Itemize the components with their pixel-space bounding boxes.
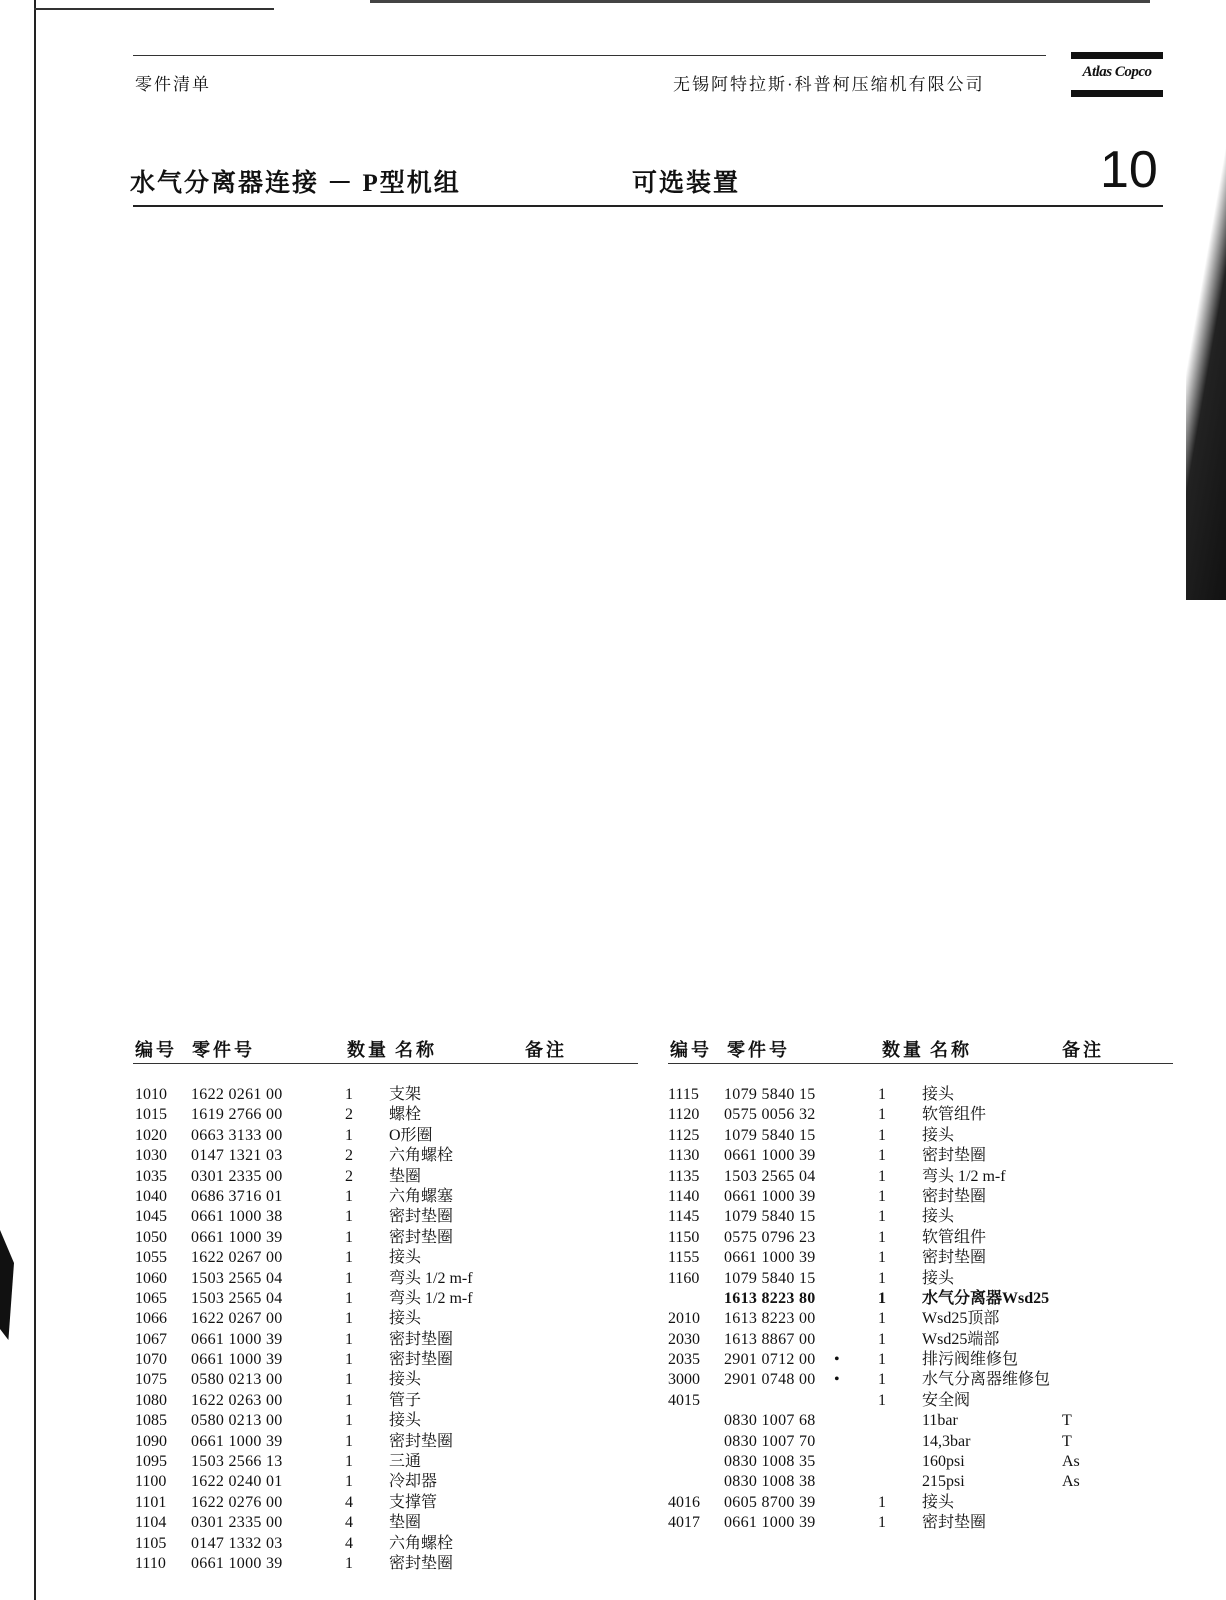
col-rule-right [668,1063,1173,1064]
item-number: 2030 [668,1330,700,1348]
item-number: 1155 [668,1249,700,1267]
col-header-qty-right: 数量 [882,1040,924,1060]
quantity: 1 [878,1391,886,1409]
part-number: 1503 2566 13 [191,1453,283,1471]
part-name: 软管组件 [922,1106,987,1124]
col-header-name: 名称 [395,1040,437,1060]
part-name: 密封垫圈 [389,1228,454,1246]
item-number: 3000 [668,1371,700,1389]
part-number: 1079 5840 15 [724,1126,816,1144]
item-number: 1067 [135,1330,167,1348]
item-number: 4017 [668,1514,700,1532]
quantity: 1 [878,1228,886,1246]
quantity: 1 [345,1330,353,1348]
part-number: 2901 0748 00 [724,1371,816,1389]
scan-edge-top-left [34,8,274,10]
item-number: 1135 [668,1167,700,1185]
quantity: 1 [878,1330,886,1348]
remark: As [1062,1453,1080,1471]
item-number: 1101 [135,1493,167,1511]
col-rule-left [133,1063,638,1064]
part-name: 160psi [922,1453,965,1471]
item-number: 4015 [668,1391,700,1409]
part-number: 1613 8867 00 [724,1330,816,1348]
part-name: 支架 [389,1086,422,1103]
part-number: 0661 1000 39 [191,1351,283,1369]
part-name: O形圈 [389,1126,433,1144]
part-number: 0301 2335 00 [191,1167,283,1185]
quantity: 1 [345,1228,353,1246]
part-name: 冷却器 [389,1473,438,1491]
item-number: 1104 [135,1514,167,1532]
part-name: 三通 [389,1453,422,1471]
quantity: 1 [345,1432,353,1450]
quantity: 1 [878,1371,886,1389]
quantity: 1 [878,1126,886,1144]
part-name: 接头 [389,1412,422,1430]
part-name: 接头 [389,1371,422,1389]
part-number: 1079 5840 15 [724,1208,816,1226]
part-name: 水气分离器Wsd25 [922,1289,1050,1307]
part-number: 1622 0276 00 [191,1493,283,1511]
quantity: 1 [345,1391,353,1409]
part-number: 0663 3133 00 [191,1126,283,1144]
part-number: 1619 2766 00 [191,1106,283,1124]
page-subtitle: 可选装置 [632,170,741,197]
part-name: 水气分离器维修包 [922,1371,1051,1389]
part-name: Wsd25端部 [922,1330,1000,1348]
quantity: 1 [345,1126,353,1144]
col-header-name-right: 名称 [930,1040,972,1060]
part-number: 1622 0267 00 [191,1249,283,1267]
quantity: 2 [345,1106,353,1124]
part-name: 垫圈 [389,1167,422,1185]
part-name: 密封垫圈 [922,1249,987,1267]
quantity: 1 [345,1473,353,1491]
part-name: 接头 [922,1208,955,1226]
item-number: 1140 [668,1187,700,1205]
part-number: 0661 1000 39 [724,1249,816,1267]
quantity: 1 [878,1351,886,1369]
item-number: 1120 [668,1106,700,1124]
item-number: 1045 [135,1208,167,1226]
page-title: 水气分离器连接 － P型机组 [130,170,461,197]
part-name: 14,3bar [922,1432,971,1450]
part-number: 0661 1000 39 [191,1330,283,1348]
col-header-item-right: 编号 [670,1040,712,1060]
item-number: 1150 [668,1228,700,1246]
part-number: 0830 1008 35 [724,1453,816,1471]
part-number: 0661 1000 39 [191,1228,283,1246]
part-name: 弯头 1/2 m-f [389,1289,473,1307]
part-number: 1079 5840 15 [724,1086,816,1103]
part-number: 0580 0213 00 [191,1371,283,1389]
part-name: 弯头 1/2 m-f [922,1167,1006,1185]
item-number: 1080 [135,1391,167,1409]
part-number: 0830 1007 68 [724,1412,816,1430]
part-number: 0661 1000 39 [724,1187,816,1205]
scan-edge-right [1186,0,1226,600]
item-number: 1105 [135,1534,167,1552]
item-number: 1100 [135,1473,167,1491]
quantity: 1 [878,1269,886,1287]
item-number: 1055 [135,1249,167,1267]
part-name: Wsd25顶部 [922,1310,1000,1328]
part-name: 密封垫圈 [389,1432,454,1450]
part-name: 接头 [922,1086,955,1103]
quantity: 1 [345,1351,353,1369]
col-header-note-right: 备注 [1062,1040,1104,1060]
item-number: 4016 [668,1493,700,1511]
part-name: 螺栓 [389,1106,422,1124]
title-rule [133,205,1163,207]
quantity: 1 [878,1106,886,1124]
quantity: 1 [345,1289,353,1307]
part-number: 1503 2565 04 [724,1167,816,1185]
part-number: 0830 1008 38 [724,1473,816,1491]
item-number: 2035 [668,1351,700,1369]
scan-edge-left [34,0,36,1600]
item-number: 1010 [135,1086,167,1103]
part-number: 0661 1000 38 [191,1208,283,1226]
item-number: 1070 [135,1351,167,1369]
item-number: 1040 [135,1187,167,1205]
quantity: 2 [345,1167,353,1185]
remark: T [1062,1432,1072,1450]
item-number: 1145 [668,1208,700,1226]
part-name: 密封垫圈 [922,1147,987,1165]
col-header-qty: 数量 [347,1040,389,1060]
part-number: 0575 0796 23 [724,1228,816,1246]
quantity: 1 [345,1086,353,1103]
col-header-item: 编号 [135,1040,177,1060]
part-number: 2901 0712 00 [724,1351,816,1369]
part-number: 1622 0240 01 [191,1473,283,1491]
part-name: 排污阀维修包 [922,1351,1019,1369]
item-number: 1130 [668,1147,700,1165]
quantity: 1 [878,1208,886,1226]
quantity: 1 [878,1147,886,1165]
part-name: 密封垫圈 [389,1554,454,1572]
part-name: 11bar [922,1412,958,1430]
part-number: 0686 3716 01 [191,1187,283,1205]
quantity: 1 [345,1554,353,1572]
col-header-part-right: 零件号 [727,1040,790,1060]
quantity: 1 [878,1289,886,1307]
part-name: 六角螺栓 [389,1534,454,1552]
quantity: 1 [878,1086,886,1103]
quantity: 4 [345,1493,353,1511]
logo-text: Atlas Copco [1082,64,1152,80]
item-number: 1085 [135,1412,167,1430]
item-number: 1090 [135,1432,167,1450]
quantity: 1 [345,1371,353,1389]
quantity: 1 [345,1208,353,1226]
part-number: 0580 0213 00 [191,1412,283,1430]
item-number: 1050 [135,1228,167,1246]
service-mark: • [834,1371,840,1389]
quantity: 1 [345,1412,353,1430]
part-name: 密封垫圈 [922,1187,987,1205]
part-number: 0661 1000 39 [191,1432,283,1450]
item-number: 1125 [668,1126,700,1144]
part-number: 1079 5840 15 [724,1269,816,1287]
part-name: 接头 [389,1249,422,1267]
part-name: 接头 [922,1493,955,1511]
quantity: 1 [878,1249,886,1267]
item-number: 1095 [135,1453,167,1471]
part-number: 0661 1000 39 [724,1147,816,1165]
item-number: 1015 [135,1106,167,1124]
col-header-part: 零件号 [192,1040,255,1060]
part-number: 1622 0261 00 [191,1086,283,1103]
part-name: 接头 [922,1269,955,1287]
quantity: 1 [345,1453,353,1471]
part-name: 接头 [389,1310,422,1328]
quantity: 4 [345,1534,353,1552]
part-name: 密封垫圈 [389,1208,454,1226]
header-doc-type: 零件清单 [135,75,211,94]
quantity: 1 [878,1187,886,1205]
part-number: 0605 8700 39 [724,1493,816,1511]
item-number: 1110 [135,1554,166,1572]
item-number: 1020 [135,1126,167,1144]
part-number: 0147 1332 03 [191,1534,283,1552]
header-company: 无锡阿特拉斯·科普柯压缩机有限公司 [673,75,985,94]
page-number: 10 [1100,141,1158,199]
quantity: 1 [345,1310,353,1328]
quantity: 1 [878,1493,886,1511]
quantity: 4 [345,1514,353,1532]
item-number: 2010 [668,1310,700,1328]
part-name: 密封垫圈 [389,1330,454,1348]
quantity: 1 [878,1310,886,1328]
part-number: 0830 1007 70 [724,1432,816,1450]
quantity: 1 [878,1167,886,1185]
service-mark: • [834,1351,840,1369]
part-name: 垫圈 [389,1514,422,1532]
remark: T [1062,1412,1072,1430]
part-number: 1613 8223 80 [724,1289,816,1307]
item-number: 1035 [135,1167,167,1185]
part-number: 0147 1321 03 [191,1147,283,1165]
part-name: 密封垫圈 [922,1514,987,1532]
part-number: 0301 2335 00 [191,1514,283,1532]
part-number: 0575 0056 32 [724,1106,816,1124]
quantity: 2 [345,1147,353,1165]
col-header-note: 备注 [525,1040,567,1060]
quantity: 1 [345,1269,353,1287]
item-number: 1066 [135,1310,167,1328]
quantity: 1 [345,1187,353,1205]
part-number: 1613 8223 00 [724,1310,816,1328]
part-number: 1622 0267 00 [191,1310,283,1328]
part-name: 密封垫圈 [389,1351,454,1369]
atlas-copco-logo [1071,52,1163,98]
item-number: 1160 [668,1269,700,1287]
part-number: 1503 2565 04 [191,1269,283,1287]
item-number: 1030 [135,1147,167,1165]
part-name: 管子 [389,1391,422,1409]
part-name: 软管组件 [922,1228,987,1246]
item-number: 1065 [135,1289,167,1307]
quantity: 1 [878,1514,886,1532]
part-name: 215psi [922,1473,965,1491]
part-number: 0661 1000 39 [724,1514,816,1532]
part-number: 1503 2565 04 [191,1289,283,1307]
item-number: 1115 [668,1086,699,1103]
part-name: 六角螺栓 [389,1147,454,1165]
scan-blot [0,1230,14,1340]
part-name: 弯头 1/2 m-f [389,1269,473,1287]
remark: As [1062,1473,1080,1491]
part-name: 接头 [922,1126,955,1144]
item-number: 1060 [135,1269,167,1287]
header-rule [133,55,1046,56]
part-name: 安全阀 [922,1391,971,1409]
scan-edge-top [370,0,1150,3]
part-number: 0661 1000 39 [191,1554,283,1572]
part-name: 支撑管 [389,1493,438,1511]
item-number: 1075 [135,1371,167,1389]
part-name: 六角螺塞 [389,1187,454,1205]
part-number: 1622 0263 00 [191,1391,283,1409]
quantity: 1 [345,1249,353,1267]
